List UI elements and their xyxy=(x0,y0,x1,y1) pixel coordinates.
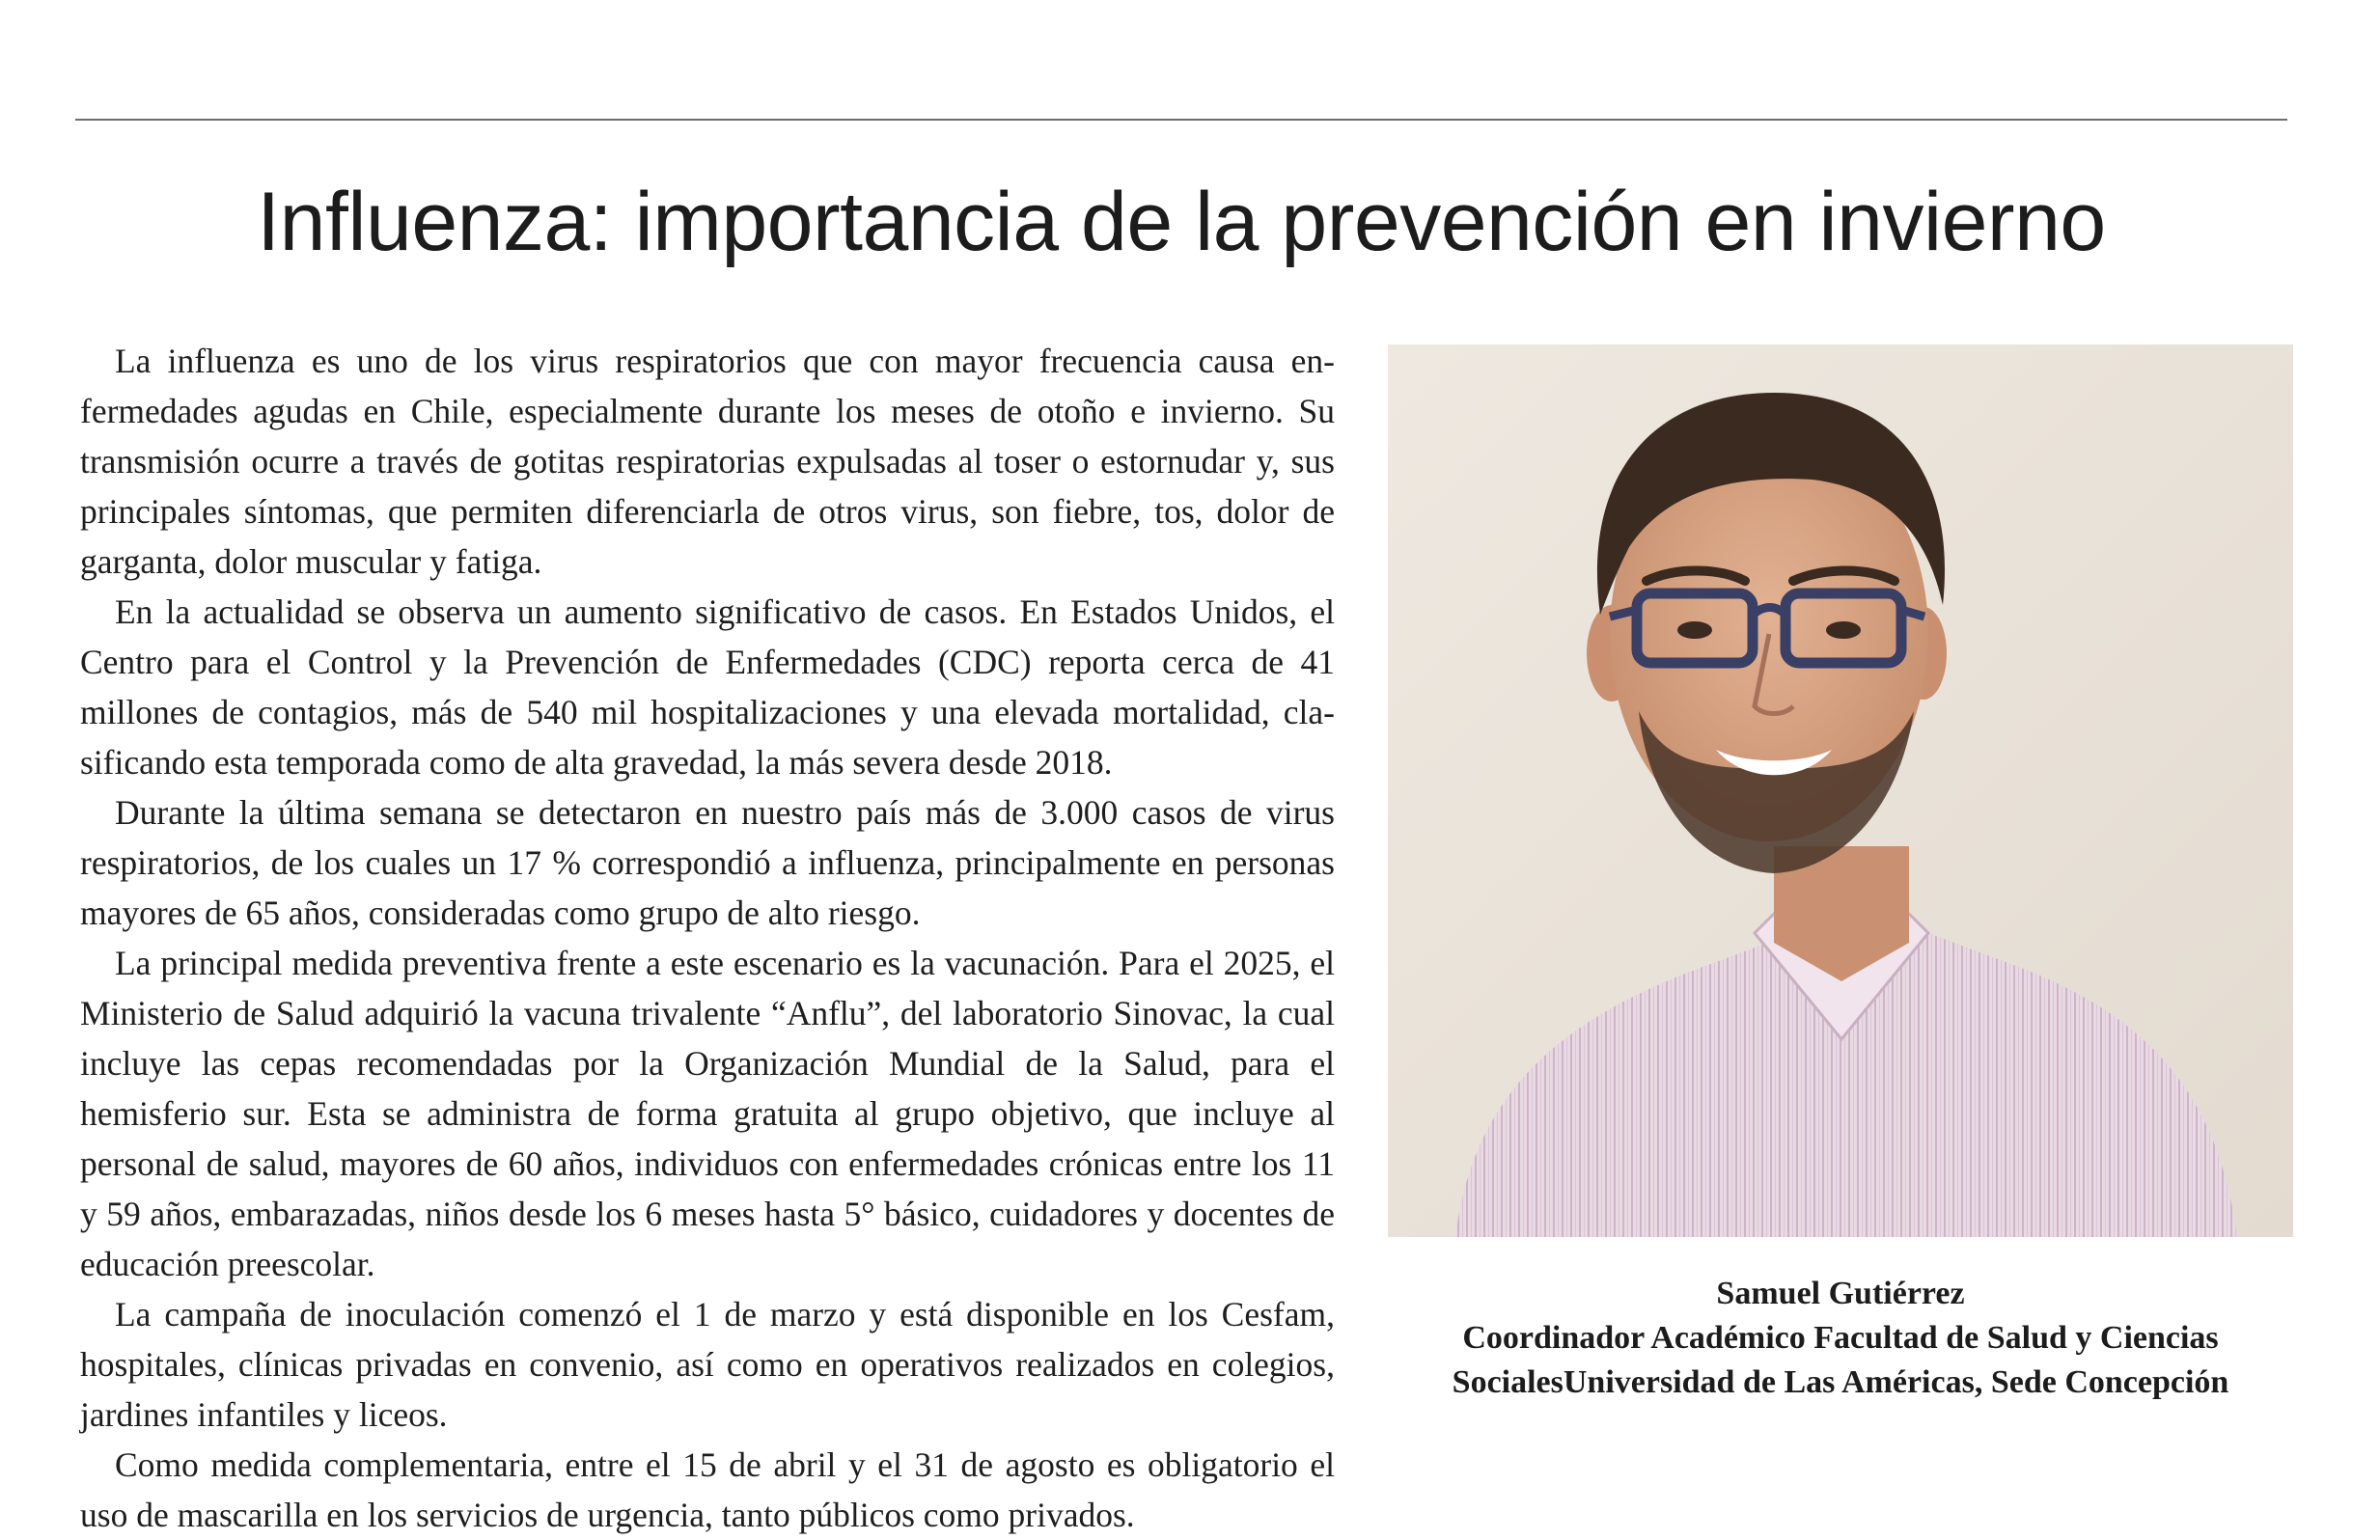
paragraph-2: En la actualidad se observa un aumento significativo de casos. En Estados Unidos, el Centro para el Control y la Prevención de Enfermedades (CDC) reporta cerca de 41 millones de contagios, más de 540 mil hospitalizaciones y una elevada mortalidad, clasificando esta temporada como de alta gravedad, la más severa desde 2018. xyxy=(80,592,1335,782)
article-body xyxy=(80,336,1335,1540)
author-role-line-2: SocialesUniversidad de Las Américas, Sede Concepción xyxy=(1452,1364,2229,1400)
paragraph-5: La campaña de inoculación comenzó el 1 de marzo y está disponible en los Cesfam, hospitales, clínicas privadas en convenio, así como en operativos realizados en colegios, jardines infantiles y liceos. xyxy=(80,1295,1335,1434)
portrait-illustration xyxy=(1388,344,2293,1237)
article-title: Influenza: importancia de la prevención en invierno xyxy=(257,176,2106,268)
paragraph-1: La influenza es uno de los virus respiratorios que con mayor frecuencia causa enfermedades agudas en Chile, especialmente durante los meses de otoño e invierno. Su transmisión ocurre a través de gotitas respiratorias expulsadas al toser o estornudar y, sus principales síntomas, que permiten diferenciarla de otros virus, son fiebre, tos, dolor de garganta, dolor muscular y fatiga. xyxy=(80,342,1335,581)
photo-caption xyxy=(1388,1272,2293,1405)
header-rule xyxy=(75,119,2287,121)
paragraph-4: La principal medida preventiva frente a este escenario es la vacunación. Para el 2025, el Ministerio de Salud adquirió la vacuna trivalente “Anflu”, del laboratorio Sinovac, la cual incluye las cepas recomendadas por la Organización Mundial de la Salud, para el hemisferio sur. Esta se administra de forma gratuita al grupo objetivo, que incluye al personal de salud, mayores de 60 años, individuos con enfermedades crónicas entre los 11 y 59 años, embarazadas, niños desde los 6 meses hasta 5° básico, cuidadores y docentes de educación preescolar. xyxy=(80,944,1335,1283)
author-name: Samuel Gutiérrez xyxy=(1716,1276,1965,1311)
author-portrait xyxy=(1388,344,2293,1237)
author-role-line-1: Coordinador Académico Facultad de Salud y Ciencias xyxy=(1462,1320,2219,1356)
paragraph-6: Como medida complementaria, entre el 15 de abril y el 31 de agosto es obligatorio el uso de mascarilla en los servicios de urgencia, tanto públicos como privados. xyxy=(80,1445,1335,1534)
paragraph-3: Durante la última semana se detectaron en nuestro país más de 3.000 casos de virus respiratorios, de los cuales un 17 % correspondió a influenza, principalmente en personas mayores de 65 años, consideradas como grupo de alto riesgo. xyxy=(80,793,1335,932)
